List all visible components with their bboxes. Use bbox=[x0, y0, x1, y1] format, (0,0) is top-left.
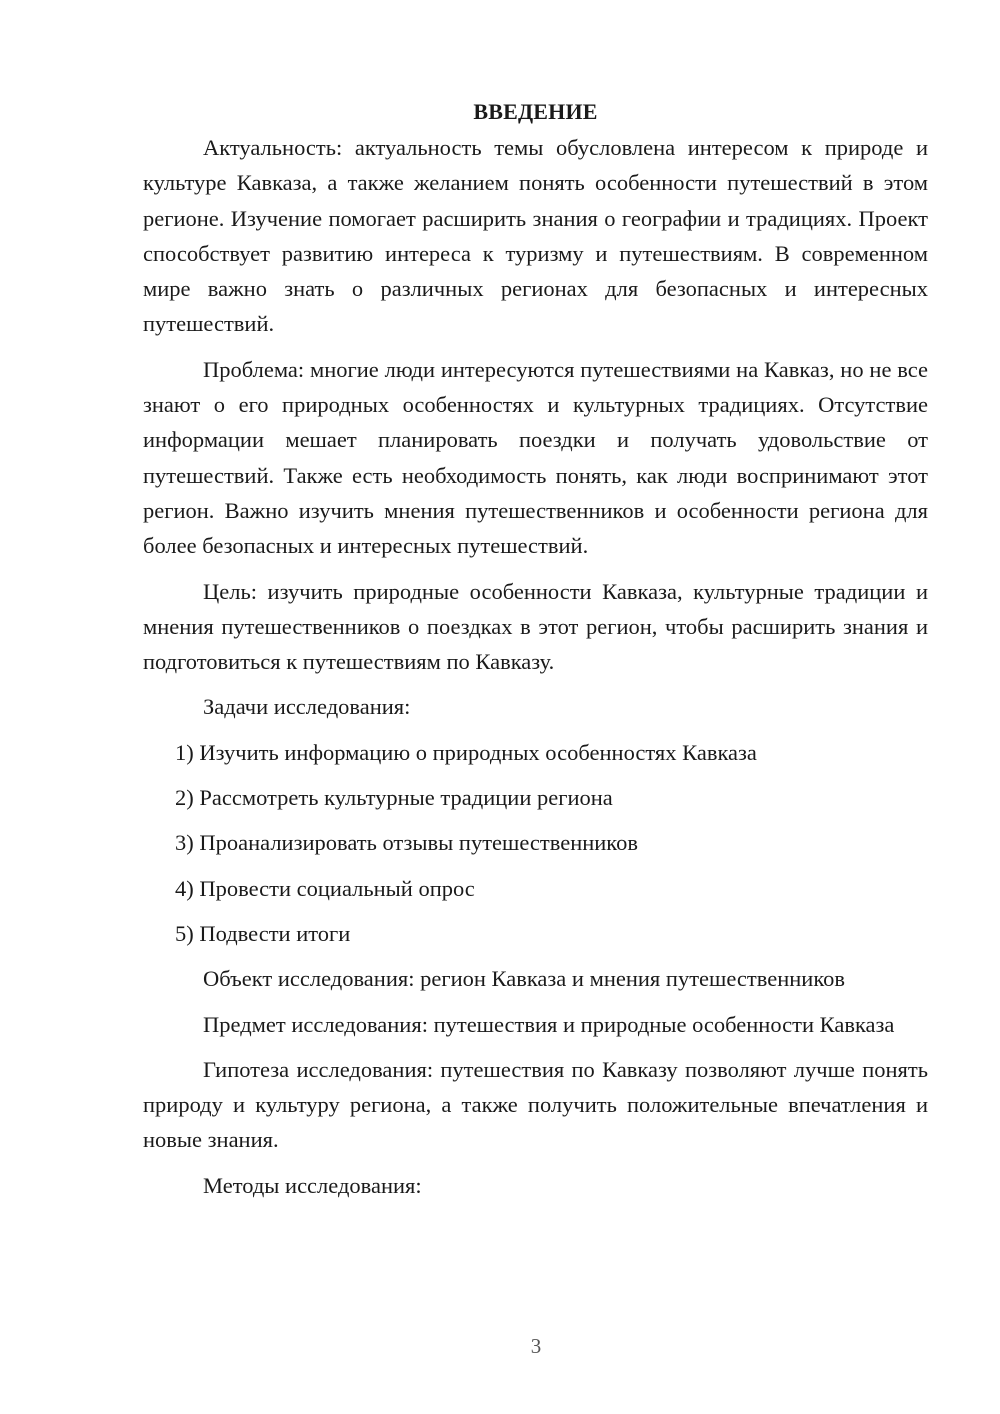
problem-paragraph: Проблема: многие люди интересуются путешествиями на Кавказ, но не все знают о его природных особенностях и культурных традициях. Отсутствие информации мешает планировать поездки и получать удовольствие от путешествий. Также есть необходимость понять, как люди воспринимают этот регион. Важно изучить мнения путешественников и особенности региона для более безопасных и интересных путешествий. bbox=[143, 356, 928, 559]
section-title: ВВЕДЕНИЕ bbox=[473, 99, 598, 124]
methods-heading: Методы исследования: bbox=[203, 1172, 422, 1198]
task-item-5: 5) Подвести итоги bbox=[175, 920, 351, 946]
object-paragraph: Объект исследования: регион Кавказа и мнения путешественников bbox=[203, 966, 845, 992]
task-item-1: 1) Изучить информацию о природных особенностях Кавказа bbox=[175, 739, 757, 765]
task-item-2: 2) Рассмотреть культурные традиции региона bbox=[175, 785, 613, 811]
task-item-3: 3) Проанализировать отзывы путешественников bbox=[175, 830, 638, 856]
tasks-heading: Задачи исследования: bbox=[203, 694, 411, 720]
task-item-4: 4) Провести социальный опрос bbox=[175, 875, 475, 901]
document-body bbox=[143, 96, 928, 1203]
relevance-paragraph: Актуальность: актуальность темы обусловлена интересом к природе и культуре Кавказа, а также желанием понять особенности путешествий в этом регионе. Изучение помогает расширить знания о географии и традициях. Проект способствует развитию интереса к туризму и путешествиям. В современном мире важно знать о различных регионах для безопасных и интересных путешествий. bbox=[143, 135, 928, 337]
tasks-list bbox=[143, 735, 928, 951]
hypothesis-paragraph: Гипотеза исследования: путешествия по Кавказу позволяют лучше понять природу и культуру региона, а также получить положительные впечатления и новые знания. bbox=[143, 1056, 928, 1153]
page-number: 3 bbox=[530, 1334, 542, 1358]
goal-paragraph: Цель: изучить природные особенности Кавказа, культурные традиции и мнения путешественников о поездках в этот регион, чтобы расширить знания и подготовиться к путешествиям по Кавказу. bbox=[143, 578, 928, 675]
subject-paragraph: Предмет исследования: путешествия и природные особенности Кавказа bbox=[203, 1011, 895, 1037]
